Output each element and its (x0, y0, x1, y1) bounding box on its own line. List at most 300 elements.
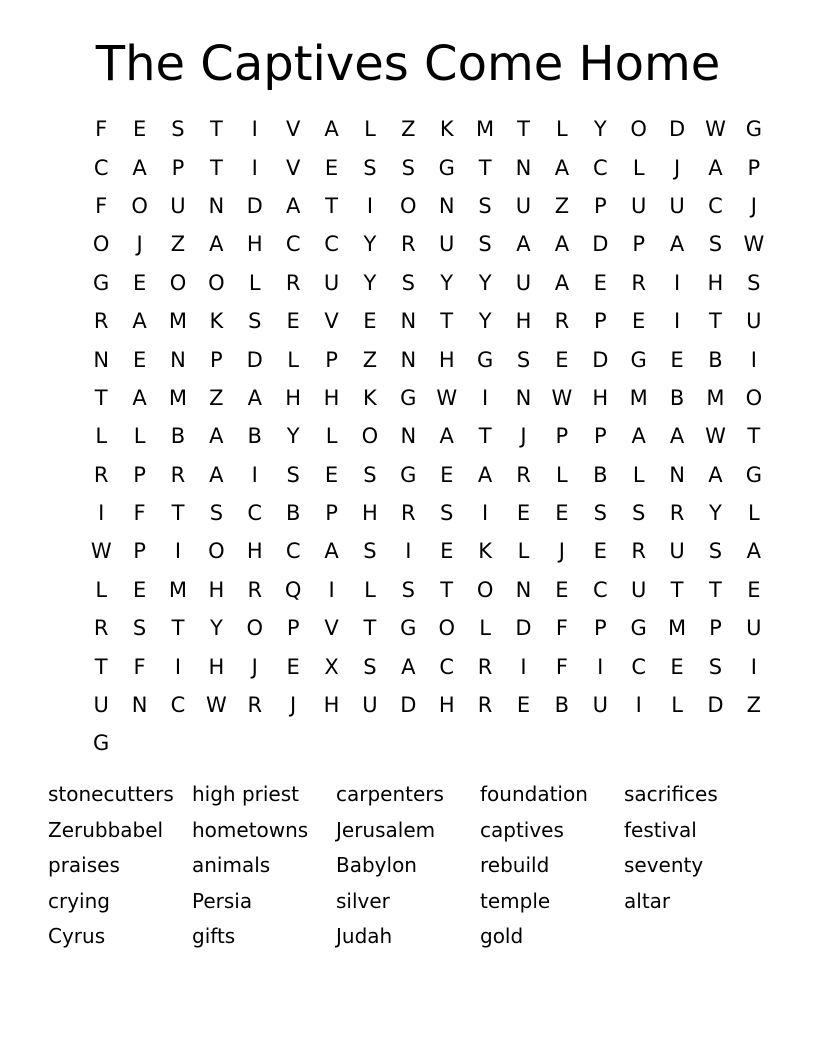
grid-letter: T (747, 424, 761, 449)
grid-letter: Z (554, 193, 570, 218)
word-list-item: Zerubbabel (48, 817, 164, 842)
grid-letter: S (708, 232, 723, 257)
grid-letter: C (247, 501, 263, 526)
grid-letter: I (328, 577, 335, 602)
grid-letter: L (325, 424, 338, 449)
grid-letter: I (251, 462, 258, 487)
grid-letter: M (168, 577, 188, 602)
grid-letter: O (476, 577, 494, 602)
grid-letter: Z (362, 347, 378, 372)
grid-letter: V (285, 155, 301, 180)
grid-letter: O (361, 424, 379, 449)
grid-letter: S (401, 270, 415, 295)
grid-letter: F (133, 501, 146, 526)
grid-letter: T (670, 577, 684, 602)
grid-letter: P (286, 616, 300, 641)
grid-letter: T (478, 424, 492, 449)
grid-letter: Z (746, 693, 762, 718)
grid-letter: H (362, 501, 378, 526)
grid-letter: P (171, 155, 185, 180)
grid-letter: I (174, 539, 182, 564)
grid-letter: U (515, 193, 532, 218)
grid-letter: A (554, 270, 570, 295)
grid-letter: C (324, 232, 339, 257)
grid-letter: R (93, 616, 109, 641)
word-list-item: Jerusalem (336, 817, 436, 842)
grid-letter: A (324, 117, 339, 142)
word-list-item: praises (48, 853, 120, 877)
grid-letter: P (210, 347, 223, 372)
grid-letter: V (324, 616, 339, 641)
grid-letter: C (592, 155, 608, 180)
grid-letter: N (400, 424, 417, 449)
word-list-item: stonecutters (48, 782, 174, 806)
grid-letter: S (708, 654, 723, 679)
grid-letter: U (746, 309, 762, 334)
word-list-item: foundation (480, 782, 588, 806)
grid-letter: L (517, 539, 530, 564)
grid-letter: E (555, 501, 569, 526)
grid-letter: W (551, 385, 573, 410)
grid-letter: G (745, 462, 762, 487)
grid-letter: E (286, 309, 300, 334)
grid-letter: H (208, 577, 225, 602)
grid-letter: T (325, 193, 338, 218)
grid-letter: R (401, 501, 416, 526)
grid-letter: D (400, 693, 417, 718)
grid-letter: Y (440, 270, 454, 295)
grid-letter: N (208, 193, 225, 218)
grid-letter: F (95, 193, 108, 218)
grid-letter: T (363, 616, 377, 641)
grid-letter: S (248, 309, 262, 334)
grid-letter: R (477, 654, 493, 679)
grid-letter: E (555, 347, 569, 372)
grid-letter: Z (209, 385, 224, 410)
grid-letter: E (516, 501, 531, 526)
grid-letter: L (747, 501, 760, 526)
grid-letter: D (246, 347, 263, 372)
grid-letter: W (743, 232, 765, 257)
grid-letter: P (555, 424, 569, 449)
grid-letter: E (132, 347, 147, 372)
grid-letter: G (400, 616, 417, 641)
grid-letter: A (669, 232, 685, 257)
grid-letter: H (592, 385, 609, 410)
grid-letter: K (363, 385, 377, 410)
grid-letter: H (246, 539, 263, 564)
grid-letter: I (482, 385, 489, 410)
grid-letter: E (440, 539, 454, 564)
grid-letter: K (478, 539, 492, 564)
word-list-item: crying (48, 888, 110, 913)
word-list-item: rebuild (480, 853, 550, 877)
grid-letter: P (133, 462, 146, 487)
word-list-item: sacrifices (624, 782, 718, 806)
grid-letter: I (174, 654, 182, 679)
grid-letter: E (363, 309, 377, 334)
grid-letter: A (554, 155, 570, 180)
grid-letter: L (479, 616, 491, 641)
grid-letter: M (629, 385, 648, 410)
grid-letter: R (170, 462, 186, 487)
grid-letter: K (209, 309, 224, 334)
grid-letter: F (555, 654, 568, 679)
grid-letter: D (592, 232, 609, 257)
grid-letter: S (401, 155, 415, 180)
grid-letter: T (171, 501, 185, 526)
grid-letter: E (132, 117, 147, 142)
grid-letter: A (285, 193, 301, 218)
grid-letter: O (131, 193, 148, 218)
word-list-item: gold (480, 924, 524, 948)
grid-letter: B (669, 385, 685, 410)
word-list-item: Judah (336, 924, 393, 948)
grid-letter: H (707, 270, 724, 295)
grid-letter: L (248, 270, 261, 295)
grid-letter: R (631, 270, 646, 295)
grid-letter: C (439, 654, 455, 679)
grid-letter: L (364, 117, 376, 142)
grid-letter: W (90, 539, 112, 564)
grid-letter: L (632, 462, 645, 487)
grid-letter: S (171, 117, 185, 142)
grid-letter: Q (284, 577, 302, 602)
grid-letter: A (209, 462, 224, 487)
grid-letter: B (247, 424, 262, 449)
grid-letter: O (92, 232, 110, 257)
grid-letter: M (667, 616, 687, 641)
grid-letter: J (251, 654, 258, 679)
grid-letter: U (669, 539, 685, 564)
grid-letter: L (632, 155, 645, 180)
grid-letter: S (747, 270, 761, 295)
grid-letter: N (400, 309, 417, 334)
grid-letter: Y (478, 309, 492, 334)
grid-letter: H (515, 309, 532, 334)
grid-letter: S (363, 654, 377, 679)
grid-letter: D (592, 347, 609, 372)
grid-letter: T (171, 616, 185, 641)
grid-letter: G (93, 731, 110, 756)
grid-letter: N (131, 693, 148, 718)
grid-letter: H (438, 693, 455, 718)
grid-letter: E (440, 462, 454, 487)
word-list-item: Cyrus (48, 924, 106, 948)
grid-letter: S (631, 501, 646, 526)
grid-letter: B (170, 424, 186, 449)
grid-letter: K (439, 117, 454, 142)
grid-letter: S (286, 462, 300, 487)
grid-letter: I (673, 309, 681, 334)
grid-letter: V (324, 309, 339, 334)
word-list-item: festival (624, 817, 697, 842)
word-list-item: high priest (192, 782, 300, 806)
grid-letter: X (324, 654, 339, 679)
grid-letter: E (555, 577, 569, 602)
grid-letter: S (363, 539, 377, 564)
grid-letter: N (400, 347, 417, 372)
grid-letter: A (516, 232, 531, 257)
grid-letter: G (400, 462, 417, 487)
grid-letter: A (746, 539, 762, 564)
grid-letter: H (285, 385, 302, 410)
grid-letter: U (93, 693, 109, 718)
grid-letter: J (673, 155, 681, 180)
grid-letter: O (745, 385, 763, 410)
grid-letter: T (478, 155, 492, 180)
grid-letter: A (132, 155, 147, 180)
word-list-item: altar (624, 888, 671, 913)
grid-letter: E (132, 577, 147, 602)
grid-letter: L (95, 424, 108, 449)
grid-letter: I (482, 501, 489, 526)
grid-letter: U (592, 693, 608, 718)
grid-letter: U (362, 693, 378, 718)
word-list-item: animals (192, 853, 271, 877)
grid-letter: C (631, 654, 646, 679)
grid-letter: P (593, 616, 607, 641)
grid-letter: I (98, 501, 105, 526)
grid-letter: A (439, 424, 454, 449)
grid-letter: U (170, 193, 186, 218)
grid-letter: Y (209, 616, 223, 641)
grid-letter: Y (363, 270, 377, 295)
grid-letter: U (515, 270, 532, 295)
grid-letter: A (631, 424, 646, 449)
grid-letter: T (94, 385, 108, 410)
grid-letter: B (593, 462, 608, 487)
grid-letter: C (285, 539, 301, 564)
grid-letter: Y (286, 424, 300, 449)
grid-letter: N (438, 193, 455, 218)
grid-letter: M (168, 309, 188, 334)
word-list-item: silver (336, 888, 390, 913)
grid-letter: Z (170, 232, 186, 257)
grid-letter: T (440, 577, 454, 602)
grid-letter: P (709, 616, 722, 641)
grid-letter: O (400, 193, 417, 218)
grid-letter: R (554, 309, 570, 334)
grid-letter: H (246, 232, 263, 257)
grid-letter: A (324, 539, 339, 564)
grid-letter: A (708, 155, 723, 180)
grid-letter: G (630, 616, 647, 641)
grid-letter: E (670, 347, 684, 372)
grid-letter: R (477, 693, 493, 718)
grid-letter: D (707, 693, 724, 718)
grid-letter: I (750, 347, 757, 372)
grid-letter: A (247, 385, 262, 410)
grid-letter: A (554, 232, 570, 257)
grid-letter: N (515, 577, 532, 602)
grid-letter: A (477, 462, 493, 487)
grid-letter: J (558, 539, 565, 564)
grid-letter: J (136, 232, 143, 257)
grid-letter: Y (593, 117, 607, 142)
grid-letter: L (133, 424, 146, 449)
grid-letter: U (630, 193, 647, 218)
grid-letter: O (208, 539, 225, 564)
grid-letter: L (364, 577, 376, 602)
grid-letter: R (516, 462, 531, 487)
grid-letter: T (209, 155, 223, 180)
grid-letter: G (745, 117, 762, 142)
grid-letter: A (209, 424, 224, 449)
grid-letter: L (556, 117, 568, 142)
grid-letter: H (323, 385, 340, 410)
grid-letter: F (555, 616, 568, 641)
grid-letter: D (668, 117, 686, 142)
grid-letter: O (246, 616, 264, 641)
grid-letter: B (708, 347, 723, 372)
grid-letter: V (285, 117, 301, 142)
grid-letter: N (669, 462, 685, 487)
grid-letter: M (706, 385, 725, 410)
grid-letter: E (632, 309, 646, 334)
grid-letter: E (747, 577, 761, 602)
grid-letter: T (709, 309, 722, 334)
grid-letter: J (520, 424, 527, 449)
grid-letter: G (438, 155, 455, 180)
grid-letter: T (517, 117, 530, 142)
grid-letter: S (478, 193, 492, 218)
grid-letter: T (440, 309, 454, 334)
grid-letter: Y (478, 270, 492, 295)
grid-letter: P (632, 232, 645, 257)
grid-letter: R (631, 539, 646, 564)
grid-letter: M (476, 117, 495, 142)
grid-letter: R (669, 501, 685, 526)
grid-letter: P (747, 155, 761, 180)
grid-letter: C (93, 155, 109, 180)
grid-letter: E (593, 270, 607, 295)
grid-letter: E (324, 462, 339, 487)
grid-letter: R (401, 232, 416, 257)
grid-letter: L (556, 462, 568, 487)
grid-letter: S (363, 155, 377, 180)
grid-letter: D (515, 616, 532, 641)
grid-letter: L (671, 693, 683, 718)
grid-letter: G (400, 385, 417, 410)
grid-letter: E (286, 654, 300, 679)
word-list-item: seventy (624, 853, 704, 877)
grid-letter: O (169, 270, 187, 295)
word-list-item: Babylon (336, 853, 417, 877)
grid-letter: S (708, 539, 723, 564)
word-list-item: temple (480, 888, 551, 913)
grid-letter: U (746, 616, 762, 641)
grid-letter: I (635, 693, 642, 718)
letter-grid (82, 110, 773, 763)
grid-letter: T (209, 117, 223, 142)
grid-letter: P (325, 501, 338, 526)
grid-letter: Y (709, 501, 722, 526)
grid-letter: R (93, 462, 109, 487)
word-list-item: Persia (192, 888, 253, 913)
grid-letter: R (247, 693, 263, 718)
grid-letter: W (436, 385, 458, 410)
grid-letter: T (709, 577, 722, 602)
page-title: The Captives Come Home (95, 36, 721, 92)
grid-letter: C (285, 232, 301, 257)
grid-letter: U (439, 232, 455, 257)
grid-letter: S (440, 501, 454, 526)
grid-letter: N (515, 155, 532, 180)
grid-letter: I (405, 539, 412, 564)
grid-letter: I (366, 193, 374, 218)
grid-letter: B (554, 693, 570, 718)
word-list-item: captives (480, 817, 564, 842)
grid-letter: N (170, 347, 186, 372)
grid-letter: H (208, 654, 225, 679)
grid-letter: O (208, 270, 225, 295)
grid-letter: A (132, 309, 147, 334)
grid-letter: B (285, 501, 301, 526)
grid-letter: I (673, 270, 681, 295)
grid-letter: I (597, 654, 604, 679)
grid-letter: E (324, 155, 339, 180)
grid-letter: L (287, 347, 299, 372)
grid-letter: Y (363, 232, 377, 257)
grid-letter: P (325, 347, 338, 372)
grid-letter: P (133, 539, 146, 564)
grid-letter: U (323, 270, 340, 295)
word-list (48, 777, 768, 955)
grid-letter: A (669, 424, 685, 449)
grid-letter: N (515, 385, 532, 410)
grid-letter: S (401, 577, 415, 602)
grid-letter: E (593, 539, 607, 564)
grid-letter: O (438, 616, 455, 641)
grid-letter: O (630, 117, 647, 142)
grid-letter: S (516, 347, 531, 372)
grid-letter: H (323, 693, 340, 718)
grid-letter: A (132, 385, 147, 410)
grid-letter: N (93, 347, 110, 372)
word-list-item: carpenters (336, 782, 444, 806)
grid-letter: W (705, 117, 726, 142)
grid-letter: F (133, 654, 146, 679)
grid-letter: P (593, 193, 607, 218)
grid-letter: A (708, 462, 723, 487)
grid-letter: C (708, 193, 723, 218)
grid-letter: E (516, 693, 531, 718)
grid-letter: A (209, 232, 224, 257)
grid-letter: D (246, 193, 263, 218)
word-list-item: gifts (192, 924, 236, 948)
grid-letter: E (132, 270, 147, 295)
grid-letter: J (290, 693, 297, 718)
grid-letter: S (132, 616, 147, 641)
grid-letter: I (251, 155, 258, 180)
grid-letter: G (630, 347, 647, 372)
grid-letter: W (705, 424, 726, 449)
grid-letter: U (630, 577, 647, 602)
grid-letter: G (476, 347, 494, 372)
grid-letter: S (363, 462, 377, 487)
grid-letter: I (251, 117, 258, 142)
grid-letter: M (168, 385, 188, 410)
grid-letter: A (401, 654, 416, 679)
grid-letter: S (593, 501, 607, 526)
grid-letter: S (209, 501, 224, 526)
grid-letter: H (438, 347, 455, 372)
grid-letter: W (205, 693, 227, 718)
grid-letter: S (478, 232, 492, 257)
grid-letter: R (93, 309, 109, 334)
grid-letter: T (94, 654, 108, 679)
